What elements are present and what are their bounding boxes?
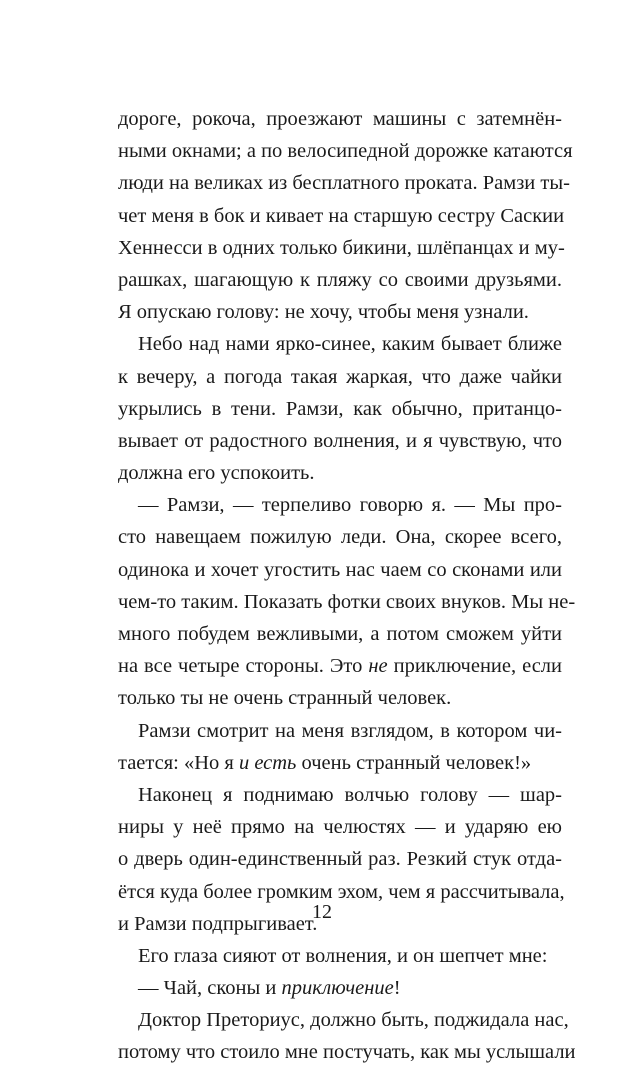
- text-run: дороге, рокоча, проезжают машины с затемнён-: [118, 108, 562, 130]
- italic-text: приключение: [281, 977, 394, 1000]
- text-line: [118, 586, 576, 618]
- text-line: [118, 489, 562, 521]
- text-run: сто навещаем пожилую леди. Она, скорее всего,: [118, 526, 562, 549]
- paragraph: [118, 972, 562, 1004]
- text-line: [118, 650, 562, 682]
- paragraph: [118, 103, 573, 328]
- text-line: [118, 328, 562, 360]
- text-line: [118, 779, 562, 811]
- text-run: Рамзи смотрит на меня взглядом, в котором чи-: [138, 719, 562, 742]
- text-run: должна его успокоить.: [118, 462, 315, 485]
- paragraph: [118, 328, 562, 489]
- text-run: одинока и хочет угостить нас чаем со сконами или: [118, 558, 562, 581]
- text-run: тается: «Но я: [118, 751, 239, 774]
- text-run: чем-то таким. Показать фотки своих внуков. Мы не-: [118, 590, 576, 613]
- text-run: Доктор Преториус, должно быть, поджидала нас,: [138, 1009, 569, 1032]
- text-run: !: [393, 977, 401, 1000]
- text-line: [118, 167, 570, 199]
- italic-text: не: [368, 655, 388, 678]
- italic-text: и есть: [238, 751, 297, 774]
- text-line: [118, 747, 562, 779]
- text-line: [118, 200, 565, 232]
- text-line: [118, 425, 562, 457]
- text-line: [118, 682, 562, 714]
- text-line: [118, 618, 562, 650]
- text-run: на все четыре стороны. Это: [118, 655, 369, 678]
- text-run: к вечеру, а погода такая жаркая, что даже чайки: [118, 365, 562, 388]
- text-line: [118, 521, 562, 553]
- text-line: [118, 843, 562, 875]
- text-run: очень странный человек!»: [296, 751, 532, 774]
- text-run: приключение, если: [387, 655, 562, 678]
- paragraph: [118, 489, 576, 714]
- text-run: Наконец я поднимаю волчью голову — шар-: [138, 783, 562, 806]
- text-run: Небо над нами ярко-синее, каким бывает ближе: [138, 333, 562, 356]
- text-run: люди на великах из бесплатного проката. Рамзи ты-: [118, 172, 570, 195]
- text-run: о дверь один-единственный раз. Резкий стук отда-: [118, 848, 562, 871]
- text-line: [118, 554, 562, 586]
- text-line: [118, 361, 562, 393]
- text-run: ными окнами; а по велосипедной дорожке катаются: [118, 140, 573, 163]
- text-run: Я опускаю голову: не хочу, чтобы меня узнали.: [118, 301, 529, 324]
- text-run: Его глаза сияют от волнения, и он шепчет мне:: [138, 944, 548, 967]
- text-line: [118, 103, 562, 135]
- paragraph: [118, 940, 562, 972]
- paragraph: [118, 1004, 576, 1068]
- text-line: [118, 940, 562, 972]
- paragraph: [118, 715, 562, 779]
- text-line: [118, 296, 562, 328]
- text-line: [118, 232, 565, 264]
- text-run: ниры у неё прямо на челюстях — и ударяю ею: [118, 816, 562, 839]
- text-run: и Рамзи подпрыгивает.: [118, 912, 318, 935]
- text-run: — Рамзи, — терпеливо говорю я. — Мы про-: [138, 494, 562, 517]
- text-line: [118, 393, 562, 425]
- text-line: [118, 264, 562, 296]
- text-line: [118, 1004, 569, 1036]
- text-line: [118, 811, 562, 843]
- text-run: Хеннесси в одних только бикини, шлёпанцах и му-: [118, 236, 565, 259]
- text-line: [118, 1036, 576, 1068]
- page-number: 12: [312, 901, 332, 923]
- text-run: только ты не очень странный человек.: [118, 687, 452, 710]
- text-line: [118, 135, 573, 167]
- text-run: ётся куда более громким эхом, чем я рассчитывала,: [118, 880, 565, 903]
- text-line: [118, 715, 562, 747]
- text-line: [118, 972, 562, 1004]
- text-run: укрылись в тени. Рамзи, как обычно, пританцо-: [118, 397, 562, 420]
- text-run: много побудем вежливыми, а потом сможем уйти: [118, 623, 562, 645]
- text-line: [118, 457, 562, 489]
- text-run: чет меня в бок и кивает на старшую сестру Саскии: [118, 204, 565, 227]
- text-run: потому что стоило мне постучать, как мы услышали: [118, 1041, 576, 1064]
- text-run: рашках, шагающую к пляжу со своими друзьями.: [118, 268, 562, 291]
- text-run: — Чай, сконы и: [138, 977, 282, 1000]
- text-run: вывает от радостного волнения, и я чувствую, что: [118, 429, 562, 452]
